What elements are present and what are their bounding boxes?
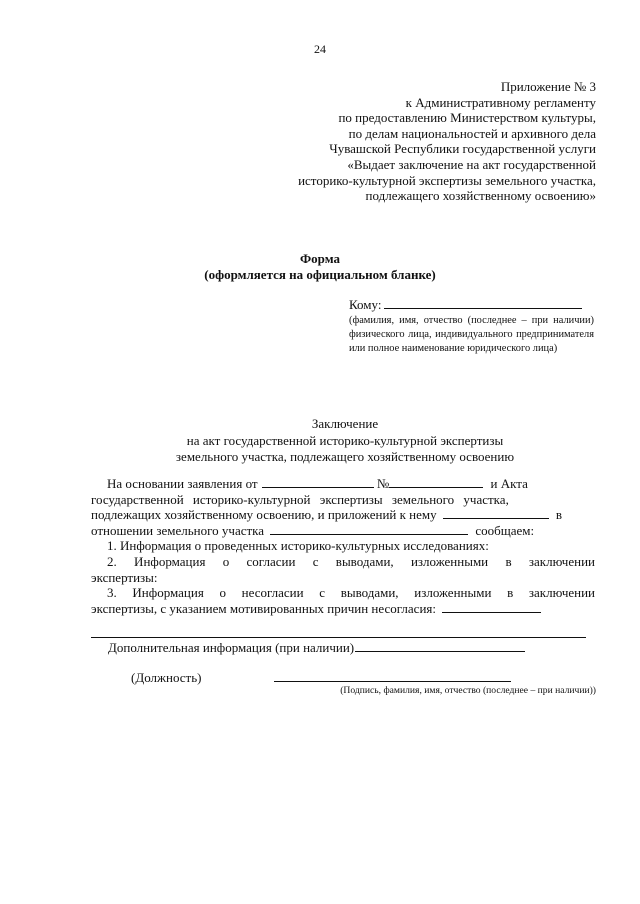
appendix-line: подлежащего хозяйственному освоению»: [365, 188, 596, 204]
extra-info-row: [108, 640, 525, 656]
list-item: 2. Информация о согласии с выводами, изложенными в заключении: [107, 553, 595, 569]
application-date-field[interactable]: [262, 476, 374, 488]
list-item: 1. Информация о проведенных историко-культурных исследованиях:: [107, 538, 489, 554]
conclusion-title: Заключение: [311, 416, 379, 431]
appendix-line: Чувашской Республики государственной услуги: [329, 141, 596, 157]
appendix-line: по предоставлению Министерством культуры,: [338, 110, 596, 126]
page-number: 24: [314, 42, 326, 56]
body-text: подлежащих хозяйственному освоению, и приложений к нему: [91, 507, 437, 523]
conclusion-subtitle-1: на акт государственной историко-культурной экспертизы: [186, 432, 504, 448]
body-text: отношении земельного участка: [91, 522, 265, 538]
appendix-header: [298, 79, 596, 204]
recipient-note: (фамилия, имя, отчество (последнее – при наличии) физического лица, индивидуального предпринимателя или полное наименование юридического лица): [349, 315, 594, 354]
attachments-field[interactable]: [443, 507, 549, 519]
form-title: Форма: [300, 251, 340, 266]
appendix-line: по делам национальностей и архивного дела: [348, 125, 596, 141]
body-text: сообщаем:: [475, 522, 535, 538]
land-plot-field[interactable]: [270, 523, 468, 535]
disagreement-reasons-field[interactable]: [442, 601, 541, 613]
recipient-label: Кому:: [349, 297, 382, 312]
list-item: экспертизы, с указанием мотивированных причин несогласия:: [91, 600, 436, 616]
position-label: (Должность): [131, 670, 202, 685]
list-item: экспертизы:: [91, 569, 158, 585]
appendix-line: историко-культурной экспертизы земельного участка,: [298, 172, 596, 188]
extra-info-field[interactable]: [355, 640, 525, 652]
body-text: и Акта: [490, 476, 528, 491]
signature-caption: (Подпись, фамилия, имя, отчество (последнее – при наличии)): [340, 685, 596, 696]
body-text: в: [555, 507, 563, 523]
form-heading: [0, 251, 640, 283]
conclusion-body: [91, 476, 595, 616]
appendix-line: «Выдает заключение на акт государственной: [347, 156, 596, 172]
signature-field[interactable]: [274, 681, 511, 682]
body-text: государственной историко-культурной экспертизы земельного участка,: [91, 491, 509, 507]
list-item: 3. Информация о несогласии с выводами, изложенными в заключении: [107, 585, 595, 601]
recipient-block: [349, 297, 594, 356]
form-subtitle: (оформляется на официальном бланке): [204, 267, 436, 282]
appendix-line: к Административному регламенту: [405, 94, 596, 110]
application-number-field[interactable]: [389, 476, 483, 488]
conclusion-heading: [0, 416, 640, 466]
body-text: На основании заявления от: [107, 476, 258, 491]
body-text: №: [376, 476, 390, 491]
text-entry-line[interactable]: [91, 637, 586, 638]
recipient-field[interactable]: [384, 297, 582, 309]
appendix-line: Приложение № 3: [500, 79, 596, 94]
extra-info-label: Дополнительная информация (при наличии): [108, 640, 355, 655]
conclusion-subtitle-2: земельного участка, подлежащего хозяйственному освоению: [175, 449, 515, 464]
